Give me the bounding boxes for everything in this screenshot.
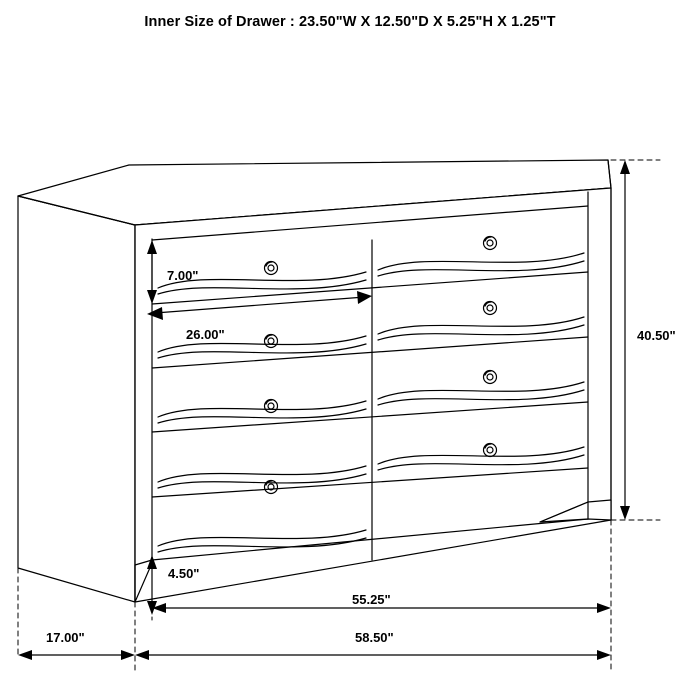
dim-label-drawer-height: 7.00" xyxy=(167,268,199,283)
dim-label-overall-height: 40.50" xyxy=(637,328,676,343)
front-face xyxy=(135,188,611,602)
page-title: Inner Size of Drawer : 23.50"W X 12.50"D X 5.25"H X 1.25"T xyxy=(144,14,556,30)
dim-label-drawer-width: 26.00" xyxy=(186,327,225,342)
dim-overall-height xyxy=(620,160,630,520)
dim-label-leg-height: 4.50" xyxy=(168,566,200,581)
dim-label-overall-width: 58.50" xyxy=(355,630,394,645)
dim-overall-width xyxy=(135,650,611,660)
dim-label-depth: 17.00" xyxy=(46,630,85,645)
dim-depth xyxy=(18,650,135,660)
dim-label-cabinet-width: 55.25" xyxy=(352,592,391,607)
left-side-panel xyxy=(18,196,135,602)
